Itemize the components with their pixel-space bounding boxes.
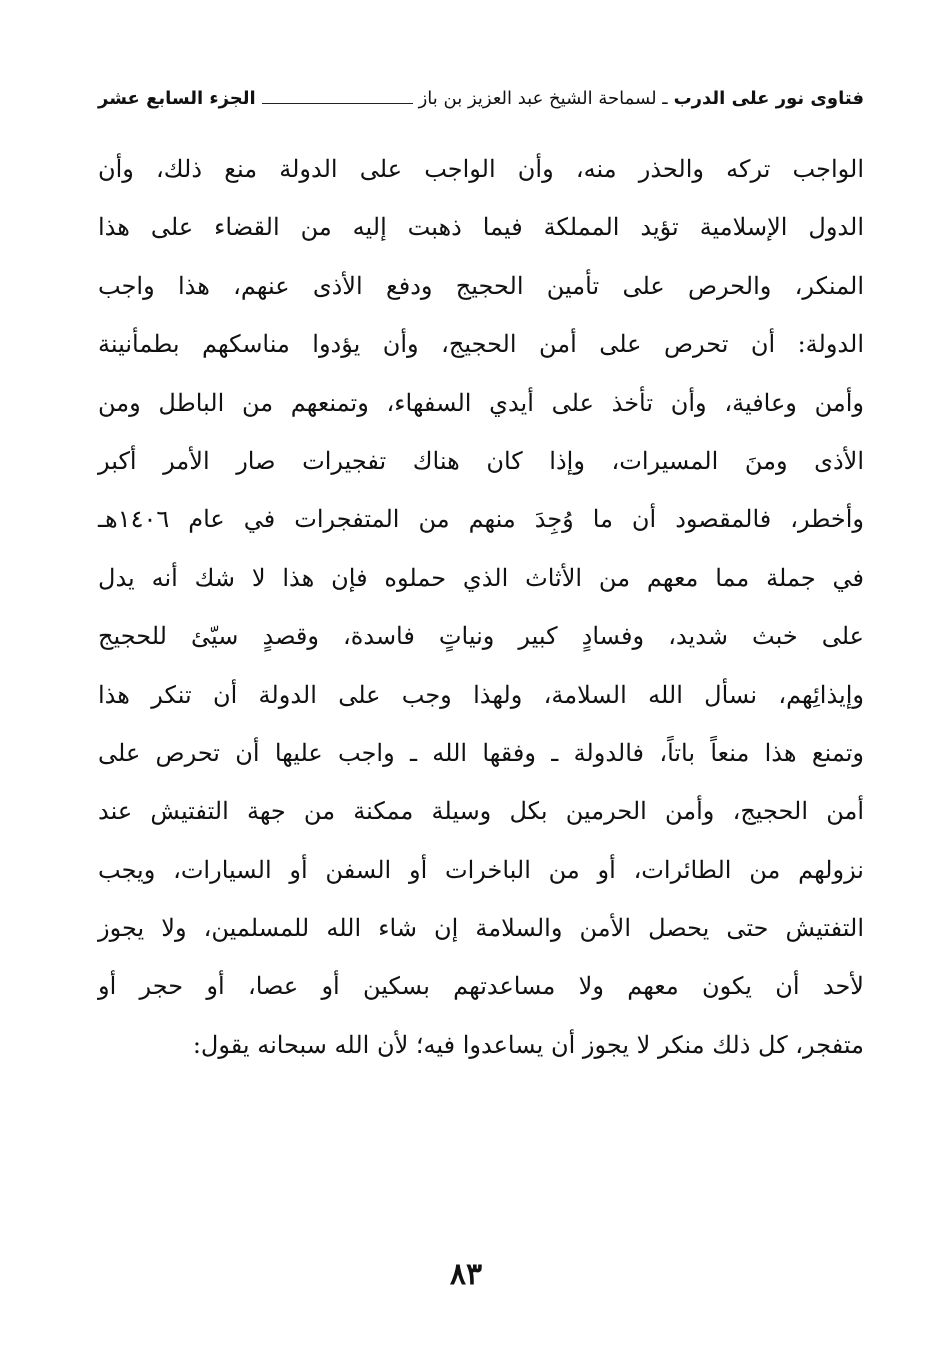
running-header	[98, 82, 864, 116]
text-line: نزولهم من الطائرات، أو من الباخرات أو السفن أو السيارات، ويجب	[98, 855, 864, 884]
page-number: ٨٣	[449, 1257, 483, 1292]
text-line: الدولة: أن تحرص على أمن الحجيج، وأن يؤدوا مناسكهم بطمأنينة	[98, 330, 865, 359]
text-line: وتمنع هذا منعاً باتاً، فالدولة ـ وفقها الله ـ واجب عليها أن تحرص على	[98, 738, 864, 767]
text-line: التفتيش حتى يحصل الأمن والسلامة إن شاء الله للمسلمين، ولا يجوز	[98, 914, 864, 943]
text-line: المنكر، والحرص على تأمين الحجيج ودفع الأذى عنهم، هذا واجب	[98, 271, 864, 300]
text-line: متفجر، كل ذلك منكر لا يجوز أن يساعدوا فيه؛ لأن الله سبحانه يقول:	[192, 1030, 864, 1059]
text-line: الواجب تركه والحذر منه، وأن الواجب على الدولة منع ذلك، وأن	[98, 155, 864, 183]
header-author-line: ـ لسماحة الشيخ عبد العزيز بن باز	[418, 88, 668, 109]
text-line: الدول الإسلامية تؤيد المملكة فيما ذهبت إليه من القضاء على هذا	[98, 213, 864, 242]
text-line: لأحد أن يكون معهم ولا مساعدتهم بسكين أو عصا، أو حجر أو	[98, 972, 864, 1001]
text-line: وأخطر، فالمقصود أن ما وُجِدَ منهم من المتفجرات في عام ١٤٠٦هـ	[98, 505, 864, 534]
header-rule	[262, 103, 413, 104]
text-line: وأمن وعافية، وأن تأخذ على أيدي السفهاء، وتمنعهم من الباطل ومن	[98, 388, 864, 417]
text-line: على خبث شديد، وفسادٍ كبير ونياتٍ فاسدة، وقصدٍ سيّئ للحجيج	[98, 622, 864, 651]
text-line: وإيذائِهم، نسأل الله السلامة، ولهذا وجب على الدولة أن تنكر هذا	[98, 680, 864, 709]
header-volume: الجزء السابع عشر	[98, 88, 256, 109]
text-line: أمن الحجيج، وأمن الحرمين بكل وسيلة ممكنة من جهة التفتيش عند	[98, 797, 864, 826]
body-text	[98, 140, 864, 1074]
text-line: الأذى ومنَ المسيرات، وإذا كان هناك تفجيرات صار الأمر أكبر	[98, 446, 864, 475]
text-line: في جملة مما معهم من الأثاث الذي حملوه فإن هذا لا شك أنه يدل	[98, 563, 865, 592]
header-series-title: فتاوى نور على الدرب	[673, 88, 864, 109]
